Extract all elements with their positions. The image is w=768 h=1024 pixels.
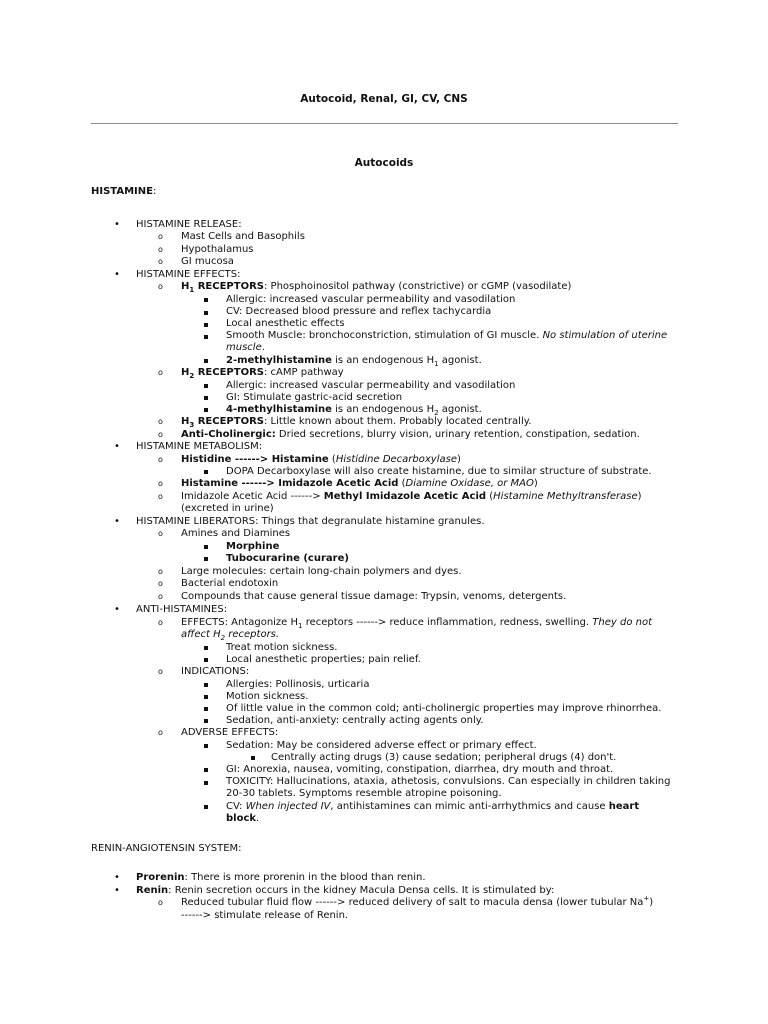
- list-item: Large molecules: certain long-chain polymers and dyes.: [181, 566, 462, 577]
- list-item: GI mucosa: [181, 256, 234, 267]
- bullet-level3: [204, 311, 208, 315]
- bullet-level1: •: [114, 872, 120, 883]
- bullet-level1: •: [114, 269, 120, 280]
- h1-receptors: $H_1$ RECEPTORS: Phosphoinositol pathway (constrictive) or cGMP (vasodilate): [181, 281, 572, 294]
- bullet-level3: [204, 335, 208, 339]
- h3-receptors: $H_3$ RECEPTORS: Little known about them. Probably located centrally.: [181, 416, 532, 429]
- header-divider: [91, 123, 678, 124]
- bullet-level2: o: [158, 368, 163, 377]
- list-item: Bacterial endotoxin: [181, 578, 279, 589]
- list-item: Treat motion sickness.: [226, 642, 338, 653]
- bullet-level3: [204, 396, 208, 400]
- antihistamines-label: ANTI-HISTAMINES:: [136, 604, 228, 615]
- metabolism-step-3: Imidazole Acetic Acid ------> Methyl Imidazole Acetic Acid (Histamine Methyltransferase): [181, 491, 642, 502]
- antihistamine-effects: EFFECTS: Antagonize $H_1$ receptors ------> reduce inflammation, redness, swelling. They do not: [181, 617, 653, 630]
- bullet-level3: [204, 408, 208, 412]
- liberators-label: HISTAMINE LIBERATORS: Things that degranulate histamine granules.: [136, 516, 485, 527]
- bullet-level3: [204, 768, 208, 772]
- cv-adverse: CV: When injected IV, antihistamines can mimic anti-arrhythmics and cause heart: [226, 801, 640, 812]
- effects-label: HISTAMINE EFFECTS:: [136, 269, 241, 280]
- document-title: Autocoid, Renal, GI, CV, CNS: [300, 93, 468, 105]
- bullet-level2: o: [158, 529, 163, 538]
- list-item: Morphine: [226, 541, 280, 552]
- bullet-level1: •: [114, 219, 120, 230]
- list-item: Centrally acting drugs (3) cause sedation; peripheral drugs (4) don't.: [271, 752, 617, 763]
- list-item: GI: Anorexia, nausea, vomiting, constipation, diarrhea, dry mouth and throat.: [226, 764, 614, 775]
- bullet-level3: [204, 805, 208, 809]
- list-item: Sedation, anti-anxiety: centrally acting agents only.: [226, 715, 484, 726]
- list-item: Amines and Diamines: [181, 528, 291, 539]
- metabolism-step-3-cont: (excreted in urine): [181, 503, 274, 514]
- renin: Renin: Renin secretion occurs in the kidney Macula Densa cells. It is stimulated by:: [136, 885, 555, 896]
- bullet-level2: o: [158, 430, 163, 439]
- list-item: Motion sickness.: [226, 691, 309, 702]
- list-item: Mast Cells and Basophils: [181, 231, 305, 242]
- h2-receptors: $H_2$ RECEPTORS: cAMP pathway: [181, 367, 344, 380]
- section-title: Autocoids: [354, 157, 414, 169]
- list-item-cont: 20-30 tablets. Symptoms resemble atropine poisoning.: [226, 788, 502, 799]
- bullet-level3: [204, 384, 208, 388]
- prorenin: Prorenin: There is more prorenin in the blood than renin.: [136, 872, 426, 883]
- bullet-level3: [204, 744, 208, 748]
- metabolism-step-2: Histamine ------> Imidazole Acetic Acid (Diamine Oxidase, or MAO): [181, 478, 538, 489]
- renin-heading: RENIN-ANGIOTENSIN SYSTEM:: [91, 843, 242, 854]
- anticholinergic: Anti-Cholinergic: Dried secretions, blurry vision, urinary retention, constipation, sedation.: [181, 429, 640, 440]
- list-item: Allergic: increased vascular permeability and vasodilation: [226, 380, 516, 391]
- bullet-level3: [204, 298, 208, 302]
- bullet-level4: [251, 756, 255, 760]
- renin-stimulus-cont: ------> stimulate release of Renin.: [181, 910, 349, 921]
- dopa-note: DOPA Decarboxylase will also create histamine, due to similar structure of substrate.: [226, 466, 652, 477]
- list-item: CV: Decreased blood pressure and reflex tachycardia: [226, 306, 492, 317]
- release-label: HISTAMINE RELEASE:: [136, 219, 242, 230]
- bullet-level2: o: [158, 898, 163, 907]
- metabolism-step-1: Histidine ------> Histamine (Histidine Decarboxylase): [181, 454, 461, 465]
- antihistamine-effects-cont: affect $H_2$ receptors.: [181, 629, 280, 642]
- list-item: Sedation: May be considered adverse effect or primary effect.: [226, 740, 537, 751]
- bullet-level2: o: [158, 667, 163, 676]
- bullet-level2: o: [158, 257, 163, 266]
- bullet-level2: o: [158, 245, 163, 254]
- cv-adverse-cont: block.: [226, 813, 260, 824]
- bullet-level2: o: [158, 592, 163, 601]
- list-item: Compounds that cause general tissue damage: Trypsin, venoms, detergents.: [181, 591, 567, 602]
- smooth-muscle-cont: muscle.: [226, 342, 265, 353]
- list-item: GI: Stimulate gastric-acid secretion: [226, 392, 403, 403]
- bullet-level2: o: [158, 728, 163, 737]
- bullet-level1: •: [114, 516, 120, 527]
- list-item: Allergic: increased vascular permeability and vasodilation: [226, 294, 516, 305]
- list-item: Hypothalamus: [181, 244, 254, 255]
- bullet-level3: [204, 359, 208, 363]
- bullet-level3: [204, 470, 208, 474]
- adverse-label: ADVERSE EFFECTS:: [181, 727, 279, 738]
- bullet-level2: o: [158, 579, 163, 588]
- bullet-level2: o: [158, 282, 163, 291]
- bullet-level3: [204, 557, 208, 561]
- renin-stimulus: Reduced tubular fluid flow ------> reduced delivery of salt to macula densa (lower tubular Na+): [181, 894, 654, 908]
- bullet-level3: [204, 323, 208, 327]
- list-item: Local anesthetic properties; pain relief.: [226, 654, 421, 665]
- bullet-level2: o: [158, 455, 163, 464]
- bullet-level2: o: [158, 232, 163, 241]
- bullet-level3: [204, 695, 208, 699]
- list-item: Of little value in the common cold; anti-cholinergic properties may improve rhinorrhea.: [226, 703, 662, 714]
- bullet-level1: •: [114, 885, 120, 896]
- list-item: TOXICITY: Hallucinations, ataxia, athetosis, convulsions. Can especially in children taking: [226, 776, 671, 787]
- bullet-level2: o: [158, 618, 163, 627]
- bullet-level3: [204, 658, 208, 662]
- list-item: Allergies: Pollinosis, urticaria: [226, 679, 370, 690]
- bullet-level3: [204, 719, 208, 723]
- smooth-muscle: Smooth Muscle: bronchoconstriction, stimulation of GI muscle. No stimulation of uterine: [226, 330, 668, 341]
- bullet-level1: •: [114, 604, 120, 615]
- bullet-level2: o: [158, 417, 163, 426]
- bullet-level1: •: [114, 441, 120, 452]
- indications-label: INDICATIONS:: [181, 666, 250, 677]
- metabolism-label: HISTAMINE METABOLISM:: [136, 441, 263, 452]
- histamine-heading: HISTAMINE:: [91, 186, 157, 197]
- bullet-level2: o: [158, 567, 163, 576]
- bullet-level3: [204, 781, 208, 785]
- bullet-level2: o: [158, 492, 163, 501]
- bullet-level3: [204, 707, 208, 711]
- bullet-level2: o: [158, 479, 163, 488]
- bullet-level3: [204, 683, 208, 687]
- h2-agonist: 4-methylhistamine is an endogenous $H_2$ agonist.: [226, 404, 482, 417]
- h1-agonist: 2-methylhistamine is an endogenous $H_1$ agonist.: [226, 355, 482, 368]
- list-item: Local anesthetic effects: [226, 318, 345, 329]
- bullet-level3: [204, 646, 208, 650]
- bullet-level3: [204, 545, 208, 549]
- list-item: Tubocurarine (curare): [226, 553, 349, 564]
